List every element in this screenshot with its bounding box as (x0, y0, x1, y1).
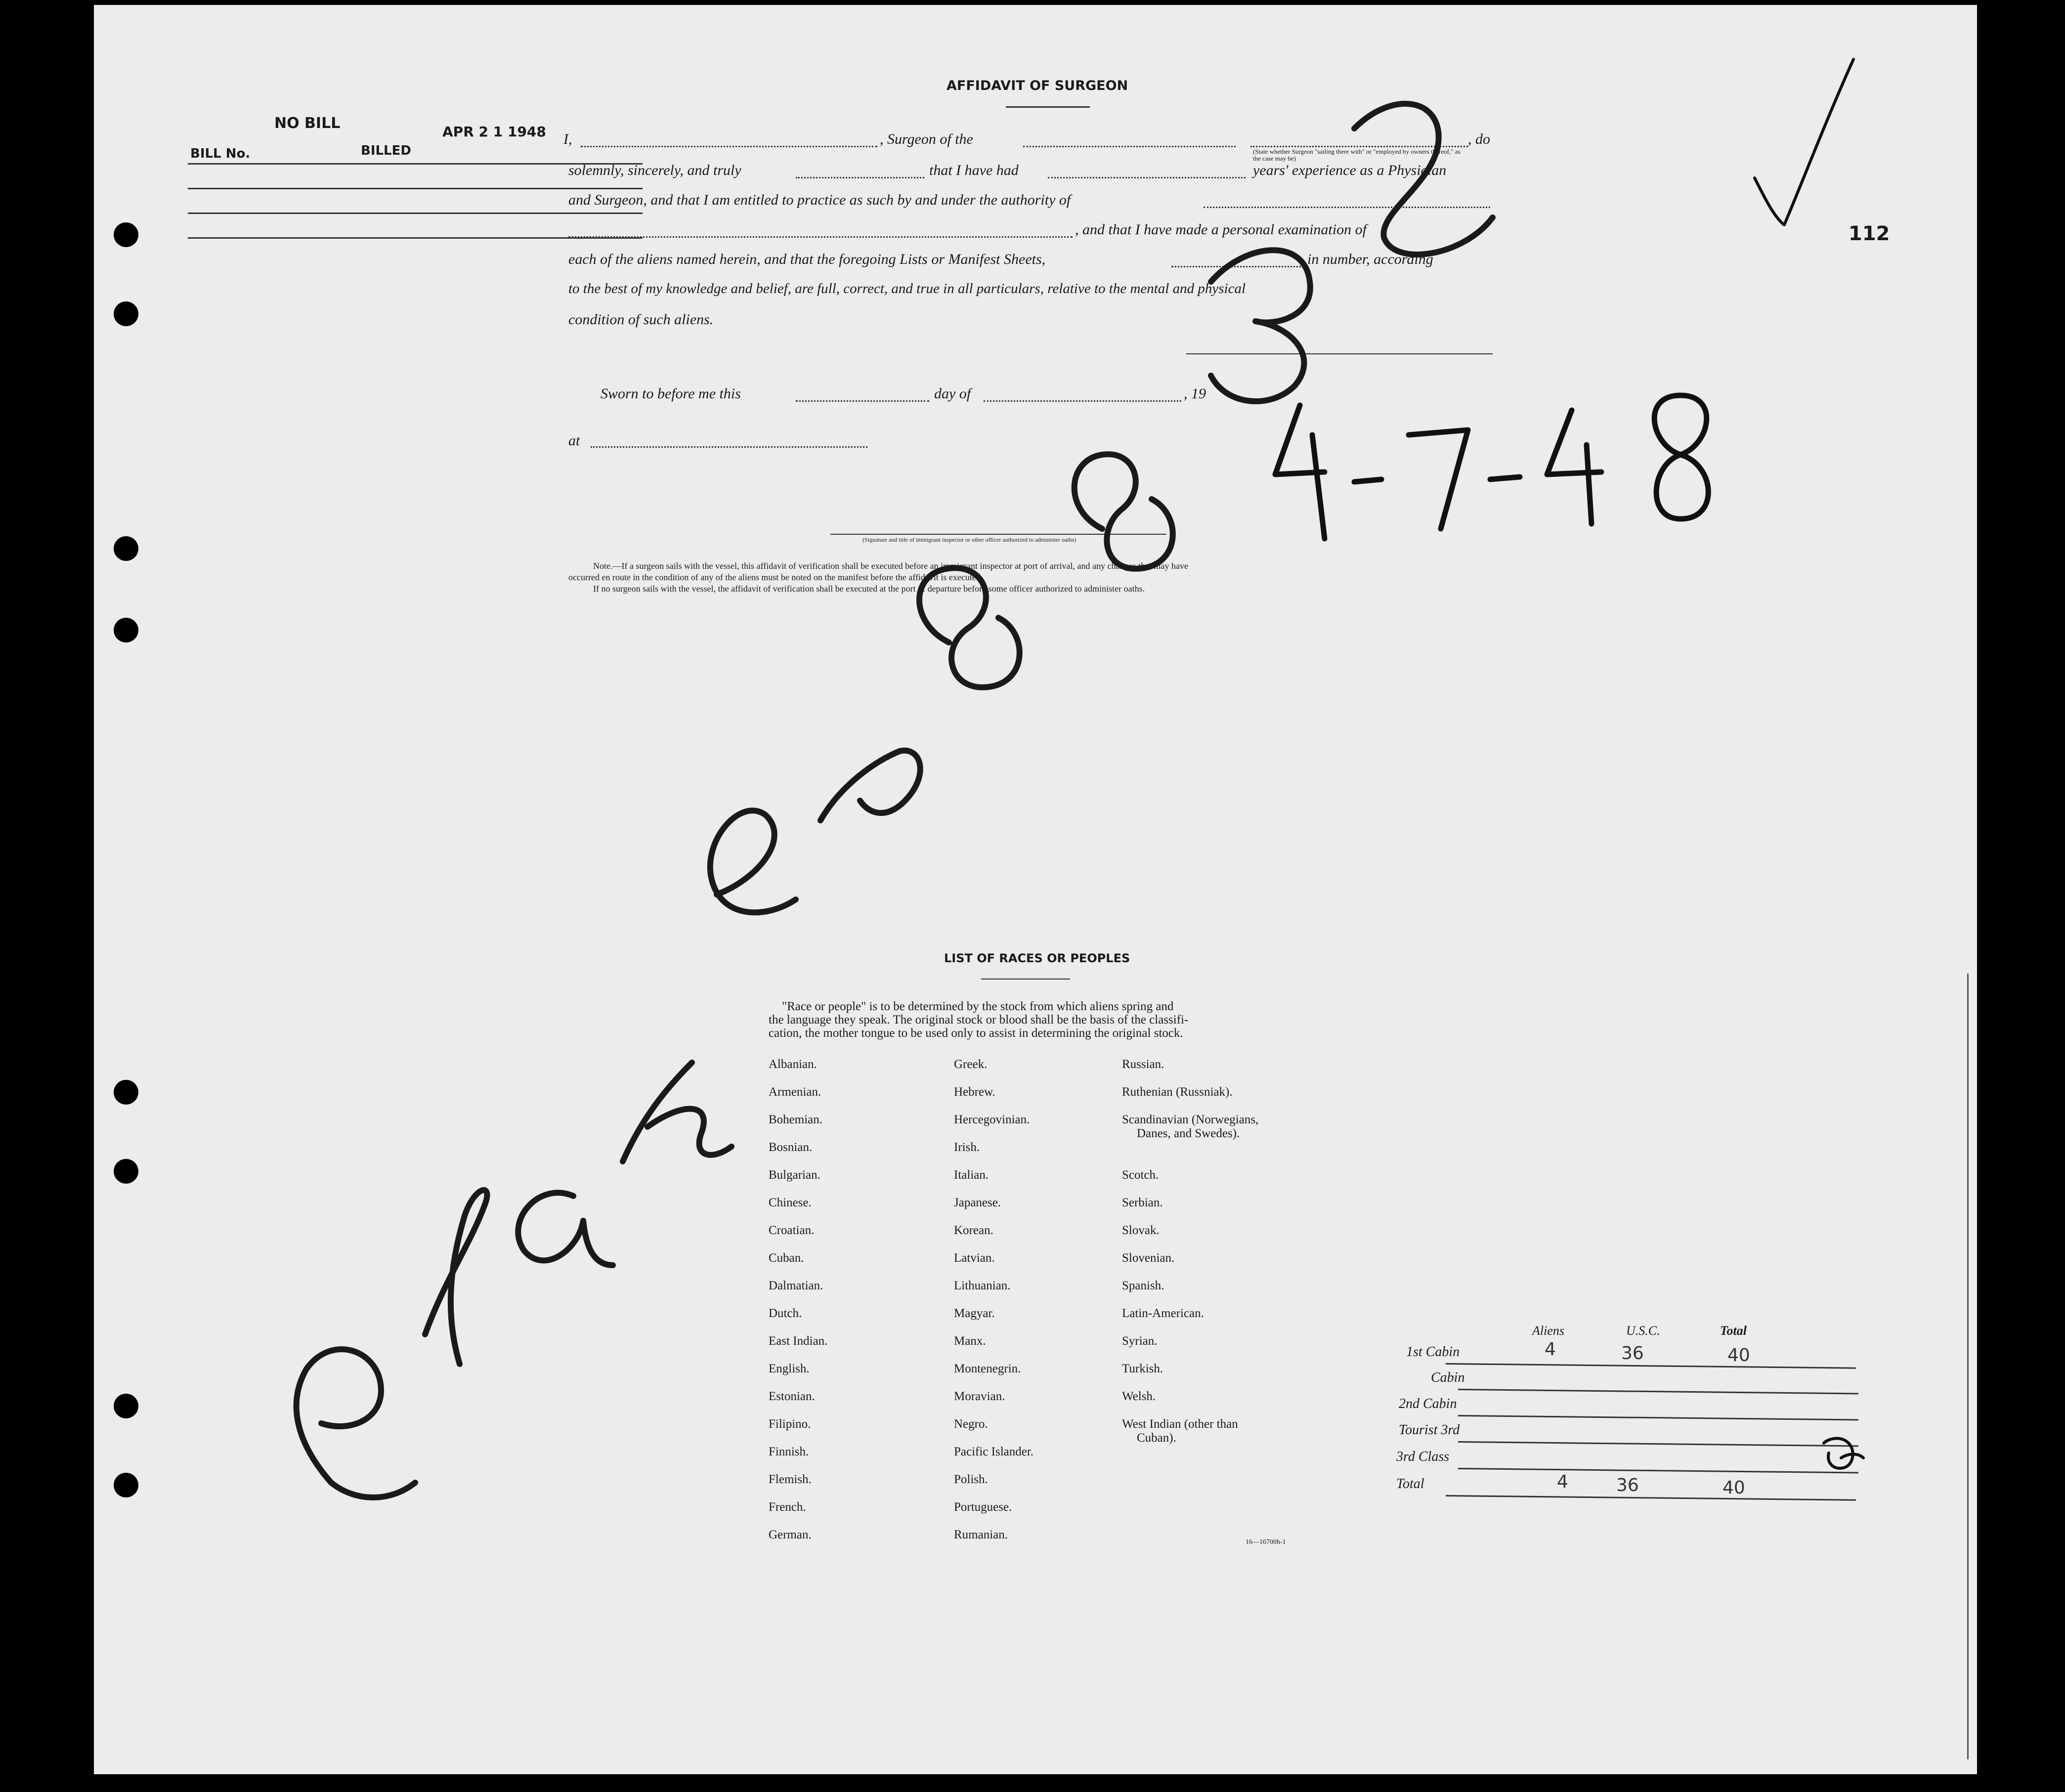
no-bill-stamp: NO BILL (274, 115, 341, 132)
race-item: Latin-American. (1122, 1307, 1204, 1320)
punch-hole (114, 1080, 138, 1105)
affidavit-text: , and that I have made a personal examination of (1075, 221, 1367, 238)
billed-label: BILLED (361, 143, 411, 158)
tally-header: Aliens (1532, 1323, 1564, 1338)
initials-mark (1814, 1423, 1873, 1478)
race-item: Russian. (1122, 1058, 1164, 1071)
races-intro: the language they speak. The original stock or blood shall be the basis of the classifi- (769, 1013, 1189, 1026)
document-sheet (94, 5, 1977, 1774)
race-item: Turkish. (1122, 1362, 1163, 1375)
race-item: West Indian (other than (1122, 1417, 1238, 1431)
race-item: Cuban. (769, 1251, 804, 1265)
tally-header: U.S.C. (1626, 1323, 1660, 1338)
race-item: Lithuanian. (954, 1279, 1011, 1292)
affidavit-text: each of the aliens named herein, and that the foregoing Lists or Manifest Sheets, (568, 251, 1046, 267)
affidavit-text: at (568, 432, 580, 449)
race-item: Montenegrin. (954, 1362, 1021, 1375)
affidavit-title: AFFIDAVIT OF SURGEON (946, 78, 1128, 93)
affidavit-text: , Surgeon of the (880, 131, 973, 147)
affidavit-text: and Surgeon, and that I am entitled to practice as such by and under the authority of (568, 192, 1071, 208)
tally-row-label: Cabin (1431, 1370, 1465, 1385)
punch-hole (114, 618, 138, 642)
race-item: Syrian. (1122, 1334, 1158, 1348)
tally-row-label: 3rd Class (1396, 1449, 1450, 1464)
affidavit-text: in number, according (1307, 251, 1433, 267)
tally-usc-value: 36 (1621, 1343, 1644, 1364)
race-item: Scotch. (1122, 1168, 1159, 1182)
race-item: Filipino. (769, 1417, 811, 1431)
race-item: German. (769, 1528, 812, 1541)
punch-hole (114, 222, 138, 247)
race-item: Armenian. (769, 1085, 821, 1099)
race-item: Albanian. (769, 1058, 817, 1071)
race-item: Finnish. (769, 1445, 809, 1458)
page-edge-line (1967, 974, 1969, 1759)
race-item: Irish. (954, 1141, 980, 1154)
race-item: Spanish. (1122, 1279, 1164, 1292)
race-item: Danes, and Swedes). (1137, 1127, 1240, 1140)
race-item: Hebrew. (954, 1085, 995, 1099)
affidavit-text: that I have had (929, 162, 1019, 178)
race-item: Italian. (954, 1168, 989, 1182)
race-item: Scandinavian (Norwegians, (1122, 1113, 1259, 1126)
tally-total-value: 40 (1722, 1478, 1745, 1498)
race-item: Chinese. (769, 1196, 812, 1209)
affidavit-text: , do (1468, 131, 1490, 147)
races-intro: cation, the mother tongue to be used only to assist in determining the original stock. (769, 1026, 1183, 1040)
punch-hole (114, 1159, 138, 1184)
tally-usc-value: 36 (1616, 1475, 1639, 1495)
race-item: Portuguese. (954, 1500, 1012, 1514)
handwritten-diagonal-annotation (217, 69, 1601, 1552)
race-item: English. (769, 1362, 810, 1375)
tally-total-value: 40 (1727, 1345, 1750, 1365)
affidavit-note: Note.—If a surgeon sails with the vessel, this affidavit of verification shall be executed before an immigrant inspector at port of arrival, and any changes that may have (593, 561, 1188, 571)
race-item: Ruthenian (Russniak). (1122, 1085, 1233, 1099)
races-intro: "Race or people" is to be determined by the stock from which aliens spring and (782, 1000, 1174, 1013)
race-item: Polish. (954, 1473, 988, 1486)
punch-hole (114, 536, 138, 561)
races-title: LIST OF RACES OR PEOPLES (944, 951, 1130, 965)
punch-hole (114, 1473, 138, 1497)
race-item: Croatian. (769, 1224, 815, 1237)
tally-row-label: Total (1396, 1476, 1424, 1492)
race-item: Korean. (954, 1224, 993, 1237)
tally-row-label: 2nd Cabin (1399, 1396, 1457, 1411)
race-item: Greek. (954, 1058, 988, 1071)
form-code: 16—16700h-1 (1246, 1538, 1286, 1546)
race-item: Welsh. (1122, 1390, 1156, 1403)
race-item: Dutch. (769, 1307, 802, 1320)
race-item: East Indian. (769, 1334, 828, 1348)
signature-caption: (Signature and title of immigrant inspector or other officer authorized to administer oaths) (862, 536, 1076, 543)
affidavit-text: condition of such aliens. (568, 311, 714, 328)
race-item: Magyar. (954, 1307, 995, 1320)
race-item: French. (769, 1500, 806, 1514)
race-item: Slovak. (1122, 1224, 1160, 1237)
tally-row-label: Tourist 3rd (1399, 1422, 1460, 1438)
affidavit-note: occurred en route in the condition of any of the aliens must be noted on the manifest before the affidavit is executed. (568, 572, 983, 582)
page-number: 112 (1849, 222, 1890, 245)
check-mark (1745, 54, 1863, 232)
affidavit-text: years' experience as a Physician (1253, 162, 1447, 178)
race-item: Bulgarian. (769, 1168, 820, 1182)
race-item: Estonian. (769, 1390, 815, 1403)
race-item: Japanese. (954, 1196, 1001, 1209)
tally-aliens-value: 4 (1545, 1339, 1556, 1360)
race-item: Latvian. (954, 1251, 995, 1265)
race-item: Moravian. (954, 1390, 1005, 1403)
race-item: Bohemian. (769, 1113, 823, 1126)
bill-number-label: BILL No. (190, 146, 251, 161)
tally-header: Total (1720, 1323, 1747, 1338)
race-item: Dalmatian. (769, 1279, 823, 1292)
tally-aliens-value: 4 (1557, 1472, 1568, 1492)
tally-row-label: 1st Cabin (1406, 1344, 1460, 1360)
affidavit-text: I, (563, 131, 572, 147)
race-item: Manx. (954, 1334, 986, 1348)
billed-date-stamp: APR 2 1 1948 (442, 124, 546, 140)
affidavit-text: solemnly, sincerely, and truly (568, 162, 741, 178)
race-item: Serbian. (1122, 1196, 1163, 1209)
race-item: Slovenian. (1122, 1251, 1175, 1265)
affidavit-text: to the best of my knowledge and belief, are full, correct, and true in all particulars, relative to the mental and physical (568, 281, 1246, 297)
race-item: Flemish. (769, 1473, 812, 1486)
surgeon-status-note: (State whether Surgeon "sailing there with" or "employed by owners thereof," as the case may be) (1253, 148, 1461, 162)
affidavit-note: If no surgeon sails with the vessel, the affidavit of verification shall be executed at the port of departure before some officer authorized to administer oaths. (593, 584, 1145, 594)
race-item: Cuban). (1137, 1431, 1176, 1445)
affidavit-text: Sworn to before me this (601, 385, 741, 402)
punch-hole (114, 301, 138, 326)
affidavit-text: day of (934, 385, 971, 402)
race-item: Bosnian. (769, 1141, 813, 1154)
race-item: Negro. (954, 1417, 988, 1431)
race-item: Rumanian. (954, 1528, 1008, 1541)
affidavit-text: , 19 (1184, 385, 1206, 402)
punch-hole (114, 1394, 138, 1418)
race-item: Pacific Islander. (954, 1445, 1034, 1458)
race-item: Hercegovinian. (954, 1113, 1030, 1126)
